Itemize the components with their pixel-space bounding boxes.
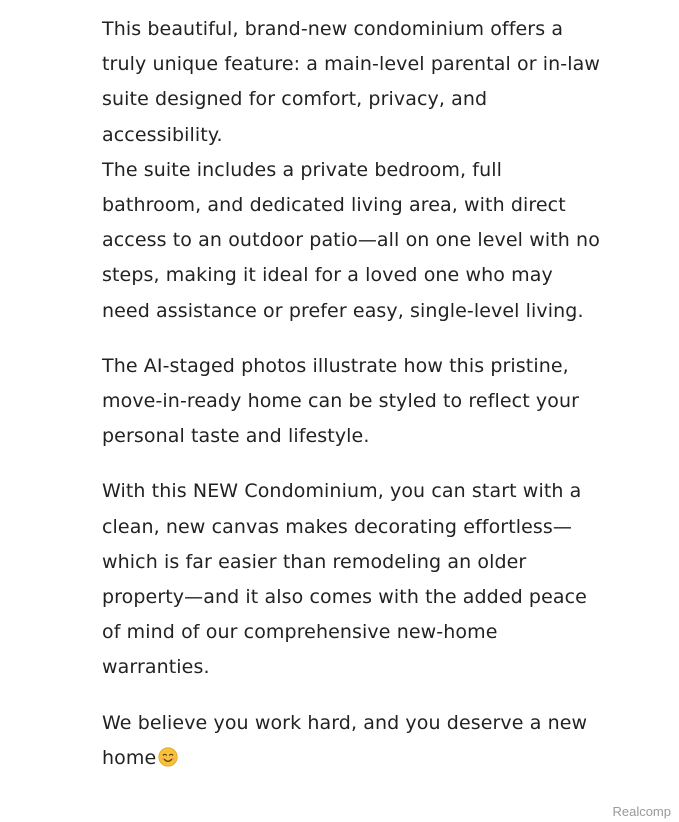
paragraph-suite-intro: This beautiful, brand-new condominium offers a truly unique feature: a main-level parental or in-law suite designed for comfort, privacy, and accessibility. xyxy=(102,18,600,146)
paragraph-spacer xyxy=(102,329,602,349)
paragraph-new-condominium: With this NEW Condominium, you can start with a clean, new canvas makes decorating effortless—which is far easier than remodeling an older property—and it also comes with the added peace of mind of our comprehensive new-home warranties. xyxy=(102,480,587,679)
listing-description xyxy=(102,12,602,776)
paragraph-spacer xyxy=(102,454,602,474)
paragraph-staged-photos: The AI-staged photos illustrate how this pristine, move-in-ready home can be styled to reflect your personal taste and lifestyle. xyxy=(102,354,580,448)
smiling-face-icon xyxy=(158,747,178,767)
paragraph-spacer xyxy=(102,686,602,706)
paragraph-suite-details: The suite includes a private bedroom, full bathroom, and dedicated living area, with direct access to an outdoor patio—all on one level with no steps, making it ideal for a loved one who may need assistance or prefer easy, single-level living. xyxy=(102,158,600,322)
realcomp-watermark: Realcomp xyxy=(612,804,671,819)
paragraph-closing xyxy=(102,706,602,776)
closing-text: We believe you work hard, and you deserve a new home xyxy=(102,711,588,769)
